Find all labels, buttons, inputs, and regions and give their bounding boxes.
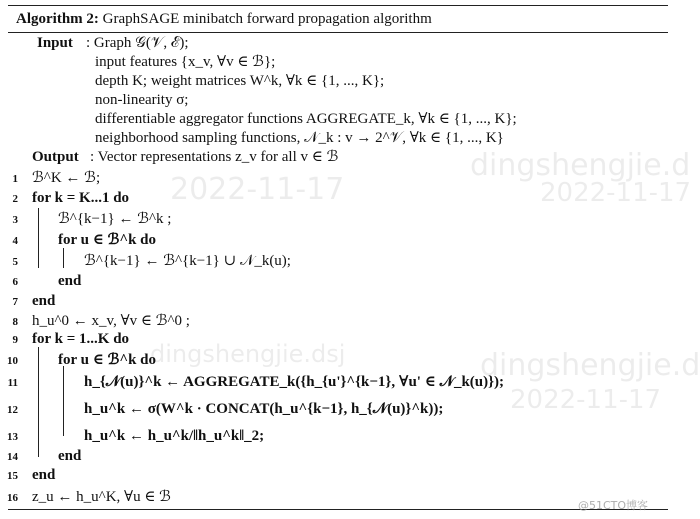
input-line-5: differentiable aggregator functions AGGREGATE_k, ∀k ∈ {1, ..., K}; [95, 111, 517, 127]
step-11: h_{𝒩(u)}^k ← AGGREGATE_k({h_{u'}^{k−1}, ∀u' ∈ 𝒩_k(u)}); [84, 374, 505, 390]
step-1: ℬ^K ← ℬ; [32, 170, 101, 186]
line-number-16: 16 [7, 492, 18, 504]
indent-bar-for-2 [63, 248, 64, 268]
step-16: z_u ← h_u^K, ∀u ∈ ℬ [32, 489, 171, 505]
input-label: Input [37, 35, 73, 51]
indent-bar-for-4 [63, 366, 64, 436]
corner-watermark: @51CTO博客 [578, 499, 649, 512]
step-15: end [32, 467, 56, 483]
step-7: end [32, 293, 56, 309]
line-number-9: 9 [12, 334, 18, 346]
line-number-1: 1 [12, 173, 18, 185]
line-number-11: 11 [7, 377, 18, 389]
algorithm-label: Algorithm 2: [16, 11, 99, 27]
step-14: end [58, 448, 82, 464]
step-8: h_u^0 ← x_v, ∀v ∈ ℬ^0 ; [32, 313, 190, 329]
input-line-2: input features {x_v, ∀v ∈ ℬ}; [95, 54, 276, 70]
output-text: : Vector representations z_v for all v ∈ ℬ [90, 149, 339, 165]
line-number-3: 3 [12, 214, 18, 226]
line-number-10: 10 [7, 355, 18, 367]
line-number-2: 2 [12, 193, 18, 205]
indent-bar-for-1 [38, 208, 39, 268]
input-line-3: depth K; weight matrices W^k, ∀k ∈ {1, ..., K}; [95, 73, 385, 89]
line-number-4: 4 [12, 235, 18, 247]
line-number-8: 8 [12, 316, 18, 328]
watermark-date: 2022-11-17 [170, 172, 345, 207]
step-12: h_u^k ← σ(W^k · CONCAT(h_u^{k−1}, h_{𝒩(u)}^k)); [84, 401, 444, 417]
input-line-6: neighborhood sampling functions, 𝒩_k : v → 2^𝒱, ∀k ∈ {1, ..., K} [95, 130, 504, 146]
input-line-4: non-linearity σ; [95, 92, 189, 108]
watermark-text: dingshengjie.dsj [150, 340, 346, 368]
bottom-rule [8, 509, 668, 510]
input-line-1: : Graph 𝒢(𝒱, ℰ); [86, 35, 189, 51]
step-3: ℬ^{k−1} ← ℬ^k ; [58, 211, 172, 227]
step-9: for k = 1...K do [32, 331, 130, 347]
watermark-text: dingshengjie.d [480, 348, 700, 383]
watermark-text: dingshengjie.d [470, 148, 691, 183]
output-label: Output [32, 149, 79, 165]
step-4: for u ∈ ℬ^k do [58, 232, 157, 248]
line-number-6: 6 [12, 276, 18, 288]
line-number-7: 7 [12, 296, 18, 308]
watermark-date: 2022-11-17 [540, 178, 692, 208]
step-2: for k = K...1 do [32, 190, 130, 206]
step-6: end [58, 273, 82, 289]
indent-bar-for-3 [38, 347, 39, 457]
step-13: h_u^k ← h_u^k/‖h_u^k‖_2; [84, 428, 265, 444]
top-rule [8, 5, 668, 6]
step-10: for u ∈ ℬ^k do [58, 352, 157, 368]
line-number-13: 13 [7, 431, 18, 443]
step-5: ℬ^{k−1} ← ℬ^{k−1} ∪ 𝒩_k(u); [84, 253, 291, 269]
title-rule [8, 32, 668, 33]
watermark-date: 2022-11-17 [510, 385, 662, 415]
line-number-12: 12 [7, 404, 18, 416]
line-number-5: 5 [12, 256, 18, 268]
line-number-15: 15 [7, 470, 18, 482]
algorithm-name: GraphSAGE minibatch forward propagation algorithm [102, 11, 432, 27]
line-number-14: 14 [7, 451, 18, 463]
algorithm-title [16, 11, 432, 28]
